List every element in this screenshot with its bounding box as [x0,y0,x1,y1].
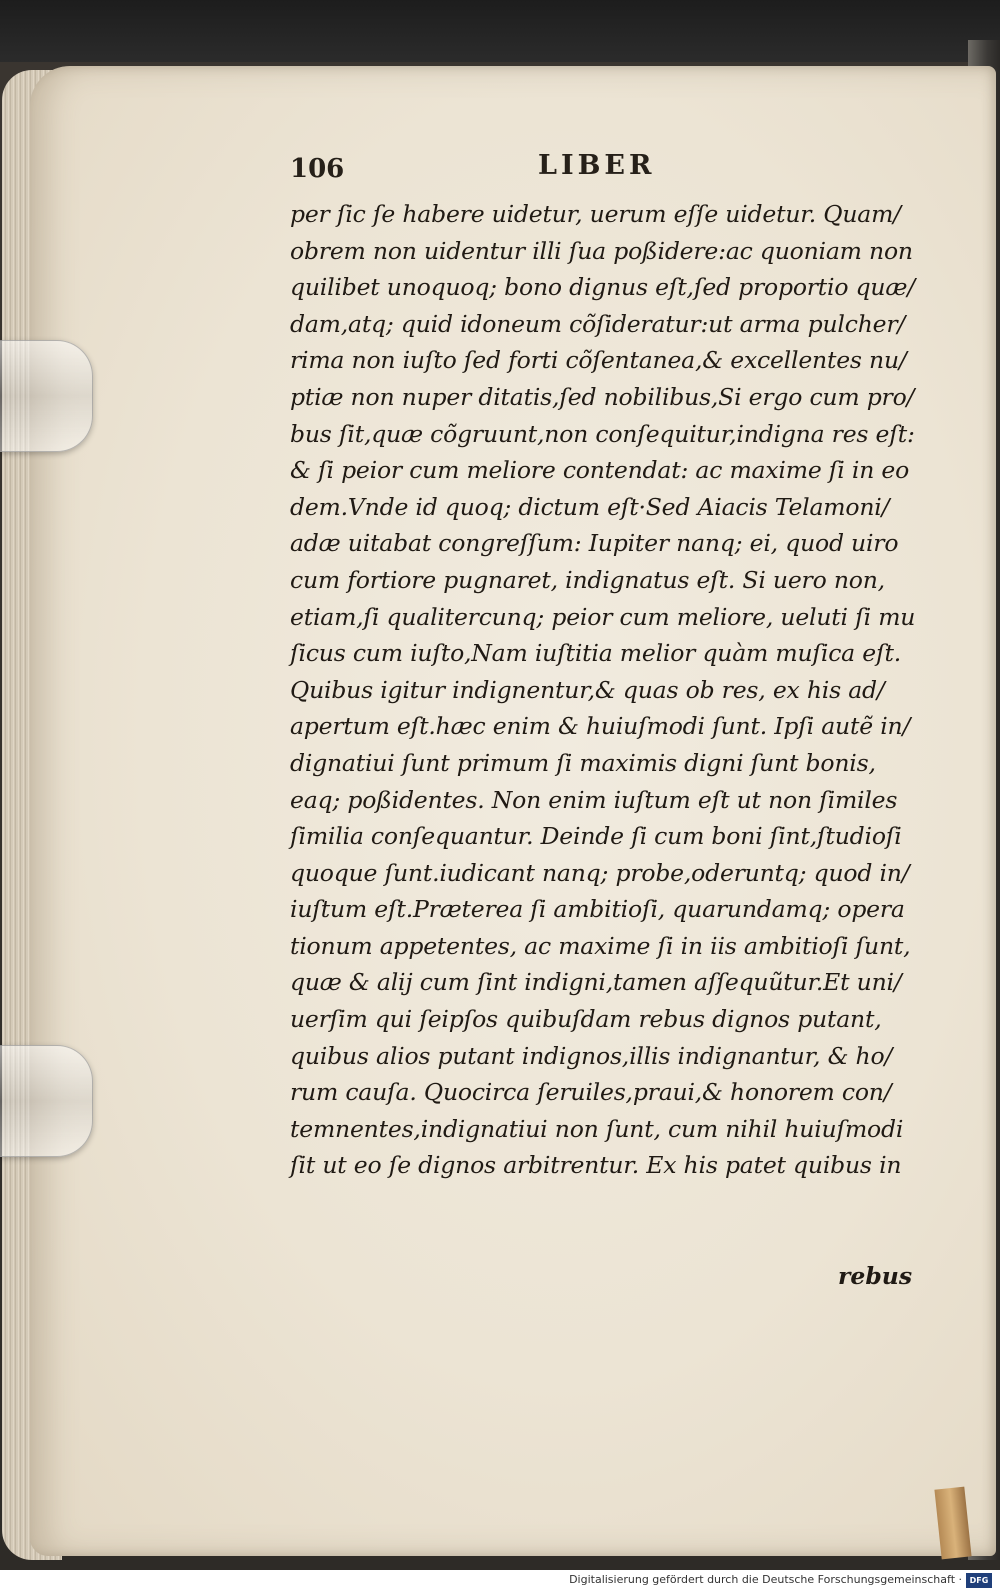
text-line: ſimilia conſequantur. Deinde ſi cum boni ſint,ſtudioſi [290,822,902,851]
funding-credit: Digitalisierung gefördert durch die Deutsche Forschungsgemeinschaft · [569,1573,962,1586]
text-line: quæ & alij cum ſint indigni,tamen aſſequũtur.Et uni/ [290,968,902,997]
running-head: LIBER [538,150,656,181]
text-line: quibus alios putant indignos,illis indignantur, & ho/ [290,1041,893,1070]
text-line: rum cauſa. Quocirca ſeruiles,praui,& honorem con/ [290,1078,892,1107]
text-line: etiam,ſi qualitercunq; peior cum meliore, ueluti ſi mu [290,602,916,631]
page-number: 106 [290,154,345,184]
page-header [290,150,910,200]
text-line: cum fortiore pugnaret, indignatus eſt. Si uero non, [290,565,885,594]
text-line: obrem non uidentur illi ſua poßidere:ac quoniam non [290,236,913,265]
dfg-logo: DFG [966,1573,992,1588]
text-line: dem.Vnde id quoq; dictum eſt·Sed Aiacis Telamoni/ [290,492,890,521]
scanner-top-edge [0,0,1000,62]
catchword: rebus [838,1262,913,1290]
text-line: apertum eſt.hæc enim & huiuſmodi ſunt. Ipſi autẽ in/ [290,712,911,741]
text-line: dignatiui ſunt primum ſi maximis digni ſunt bonis, [290,748,876,777]
page-clip-top [0,340,93,452]
text-line: bus ſit,quæ cõgruunt,non conſequitur,indigna res eſt: [290,419,915,448]
body-text [290,196,920,1221]
text-line: ptiæ non nuper ditatis,ſed nobilibus,Si ergo cum pro/ [290,382,915,411]
footer-bar [0,1570,1000,1593]
text-line: Quibus igitur indignentur,& quas ob res, ex his ad/ [290,675,885,704]
text-line: ſit ut eo ſe dignos arbitrentur. Ex his patet quibus in [290,1151,902,1180]
text-line: eaq; poßidentes. Non enim iuſtum eſt ut non ſimiles [290,785,898,814]
text-line: ſicus cum iuſto,Nam iuſtitia melior quàm muſica eſt. [290,639,901,668]
text-line: uerſim qui ſeipſos quibuſdam rebus dignos putant, [290,1005,882,1034]
text-line: temnentes,indignatiui non ſunt, cum nihil huiuſmodi [290,1114,904,1143]
text-line: per ſic ſe habere uidetur, uerum eſſe uidetur. Quam/ [290,200,901,228]
text-line: tionum appetentes, ac maxime ſi in iis ambitioſi ſunt, [290,931,911,960]
text-line: & ſi peior cum meliore contendat: ac maxime ſi in eo [290,456,910,485]
text-line: adæ uitabat congreſſum: Iupiter nanq; ei, quod uiro [290,529,899,558]
text-line: quoque ſunt.iudicant nanq; probe,oderuntq; quod in/ [290,858,910,887]
text-line: quilibet unoquoq; bono dignus eſt,ſed proportio quæ/ [290,273,915,302]
text-line: dam,atq; quid idoneum cõſideratur:ut arma pulcher/ [290,309,906,338]
text-line: rima non iuſto ſed forti cõſentanea,& excellentes nu/ [290,346,907,375]
text-line: iuſtum eſt.Præterea ſi ambitioſi, quarundamq; opera [290,895,905,924]
text-line [290,1184,920,1221]
page-clip-bottom [0,1045,93,1157]
